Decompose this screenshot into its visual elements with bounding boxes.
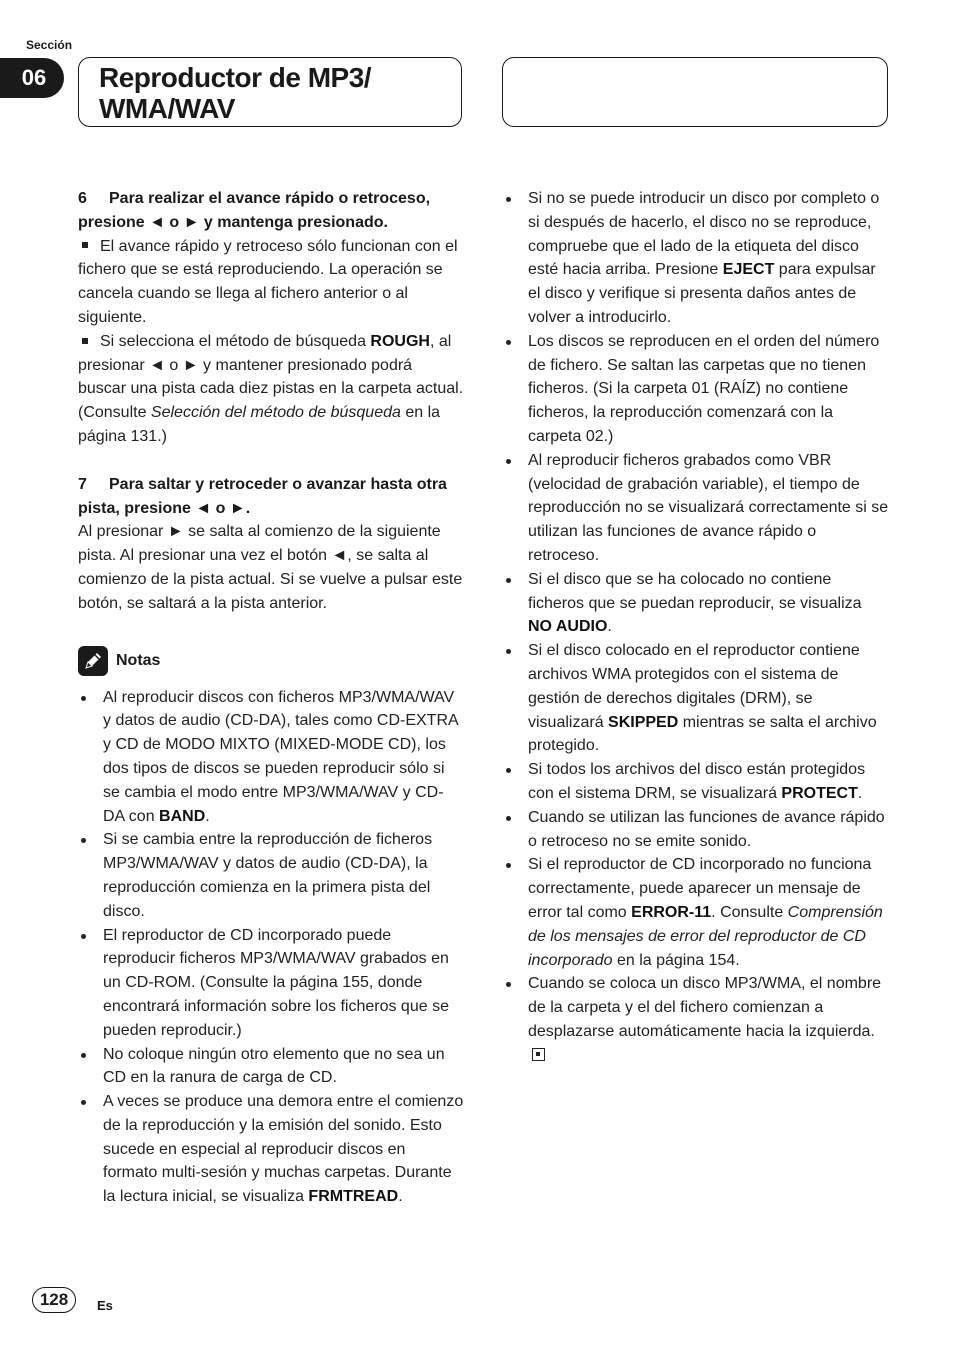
right-note-2-text: Los discos se reproducen en el orden del número de fichero. Se saltan las carpetas que no tienen ficheros. (Si la carpeta 01 (RAÍZ) no contiene ficheros, la reproducción comenzará con la carpeta 02.) — [528, 332, 880, 445]
list-item — [503, 568, 889, 639]
bullet-icon — [506, 649, 511, 654]
right-note-5-text-b: mientras se salta el archivo protegido. — [528, 713, 877, 755]
bullet-icon — [506, 863, 511, 868]
bullet-icon — [506, 197, 511, 202]
list-item — [78, 1043, 464, 1091]
note-4-text: No coloque ningún otro elemento que no sea un CD en la ranura de carga de CD. — [103, 1045, 445, 1087]
right-note-9-text: Cuando se coloca un disco MP3/WMA, el nombre de la carpeta y el del fichero comienzan a desplazarse automáticamente hacia la izquierda. — [528, 975, 882, 1040]
bullet-icon — [81, 934, 86, 939]
step-7-heading — [78, 473, 464, 521]
step-6-heading-text: Para realizar el avance rápido o retroceso, presione ◄ o ► y mantenga presionado. — [78, 190, 431, 231]
step-6-note-2-text-b: , al presionar ◄ o ► y mantener presionado podrá buscar una pista cada diez pistas en la carpeta actual. (Consulte — [78, 332, 464, 422]
step-6-heading — [78, 187, 464, 235]
note-5-bold: FRMTREAD — [308, 1188, 399, 1206]
list-item — [503, 330, 889, 449]
bullet-icon — [506, 459, 511, 464]
note-5-text-a: A veces se produce una demora entre el comienzo de la reproducción y la emisión del sonido. Esto sucede en especial al reproducir discos en formato multi-sesión y muchas carpetas. Durante la lectura inicial, se visualiza — [103, 1093, 464, 1206]
square-bullet-icon — [82, 242, 88, 248]
list-item — [503, 187, 889, 330]
list-item — [78, 1090, 464, 1209]
bullet-icon — [506, 768, 511, 773]
notes-header — [78, 646, 464, 676]
right-note-8-text-c: en la página 154. — [612, 951, 740, 969]
language-code: Es — [97, 1298, 113, 1313]
notes-list — [78, 686, 464, 1210]
chapter-title-box — [78, 57, 462, 127]
list-item — [78, 686, 464, 829]
step-7-heading-text: Para saltar y retroceder o avanzar hasta otra pista, presione ◄ o ►. — [78, 475, 447, 517]
note-1-text-a: Al reproducir discos con ficheros MP3/WMA/WAV y datos de audio (CD-DA), tales como CD-EXTRA y CD de MODO MIXTO (MIXED-MODE CD), los dos tipos de discos se pueden reproducir sólo si se cambia el modo entre MP3/WMA/WAV y CD-DA con — [103, 688, 458, 825]
right-note-6-bold: PROTECT — [781, 784, 858, 802]
bullet-icon — [506, 578, 511, 583]
note-2-text: Si se cambia entre la reproducción de ficheros MP3/WMA/WAV y datos de audio (CD-DA), la reproducción comienza en la primera pista del disco. — [103, 831, 433, 920]
right-note-6-text-a: Si todos los archivos del disco están protegidos con el sistema DRM, se visualizará — [528, 761, 866, 802]
pencil-icon-graphic — [82, 650, 104, 672]
step-6-note-2-reference: Selección del método de búsqueda — [150, 404, 401, 422]
step-7-body: Al presionar ► se salta al comienzo de la siguiente pista. Al presionar una vez el botón ◄, se salta al comienzo de la pista actual. Si se vuelve a pulsar este botón, se saltará a la pista anterior. — [78, 523, 463, 612]
right-note-4-text-a: Si el disco que se ha colocado no contiene ficheros que se puedan reproducir, se visualiza — [528, 570, 862, 612]
note-1-bold: BAND — [159, 807, 206, 825]
right-note-1-bold: EJECT — [722, 261, 775, 279]
note-1-text-b: . — [205, 807, 210, 825]
step-7-number: 7 — [78, 475, 87, 493]
list-item — [503, 806, 889, 854]
right-note-5-bold: SKIPPED — [608, 713, 679, 731]
list-item — [503, 972, 889, 1067]
step-6-note-1-text: El avance rápido y retroceso sólo funcionan con el fichero que se está reproduciendo. La operación se cancela cuando se llega al fichero anterior o al siguiente. — [78, 237, 458, 326]
step-6-note-1 — [78, 235, 464, 330]
header-empty-box — [502, 57, 888, 127]
bullet-icon — [81, 696, 86, 701]
list-item — [78, 924, 464, 1043]
page-number: 128 — [32, 1287, 76, 1313]
right-note-8-reference: Comprensión de los mensajes de error del reproductor de CD incorporado — [528, 903, 883, 969]
right-note-1-text-a: Si no se puede introducir un disco por completo o si después de hacerlo, el disco no se reproduce, compruebe que el lado de la etiqueta del disco esté hacia arriba. Presione — [528, 190, 880, 279]
left-column — [78, 187, 464, 1209]
right-note-1-text-b: para expulsar el disco y verifique si presenta daños antes de volver a introducirlo. — [528, 261, 876, 326]
bullet-icon — [506, 340, 511, 345]
step-6-note-2 — [78, 330, 464, 449]
right-note-4-bold: NO AUDIO — [528, 618, 608, 636]
section-label: Sección — [26, 38, 73, 52]
list-item — [503, 639, 889, 758]
list-item — [503, 449, 889, 568]
note-3-text: El reproductor de CD incorporado puede reproducir ficheros MP3/WMA/WAV grabados en un CD-ROM. (Consulte la página 155, donde encontrará información sobre los ficheros que se pueden reproducir.) — [103, 926, 449, 1039]
bullet-icon — [506, 816, 511, 821]
bullet-icon — [81, 838, 86, 843]
list-item — [503, 758, 889, 806]
list-item — [503, 853, 889, 972]
bullet-icon — [506, 982, 511, 987]
spacer — [78, 449, 464, 473]
right-note-6-text-b: . — [857, 784, 863, 802]
right-note-4-text-b: . — [607, 618, 612, 636]
section-number-badge: 06 — [0, 58, 64, 98]
end-of-section-icon — [532, 1048, 545, 1061]
step-6-note-2-text-c: en la página 131.) — [78, 404, 441, 445]
right-note-8-bold: ERROR-11 — [631, 903, 712, 921]
right-note-7-text: Cuando se utilizan las funciones de avance rápido o retroceso no se emite sonido. — [528, 808, 885, 850]
pencil-icon — [78, 646, 108, 676]
right-note-8-text-a: Si el reproductor de CD incorporado no funciona correctamente, puede aparecer un mensaje de error tal como — [528, 856, 872, 921]
right-note-3-text: Al reproducir ficheros grabados como VBR (velocidad de grabación variable), el tiempo de reproducción no se visualizará correctamente si se utilizan las funciones de avance rápido o retroceso. — [528, 451, 889, 564]
notes-title: Notas — [116, 651, 161, 669]
step-6-note-2-text-a: Si selecciona el método de búsqueda — [100, 332, 371, 350]
square-bullet-icon — [82, 338, 88, 344]
list-item — [78, 828, 464, 923]
chapter-title-line1: Reproductor de MP3/ — [99, 62, 372, 93]
bullet-icon — [81, 1100, 86, 1105]
notes-list-continued — [503, 187, 889, 1067]
right-note-8-text-b: . Consulte — [711, 903, 788, 921]
right-note-5-text-a: Si el disco colocado en el reproductor contiene archivos WMA protegidos con el sistema de gestión de derechos digitales (DRM), se visualizará — [528, 642, 860, 731]
chapter-title-line2: WMA/WAV — [99, 93, 235, 124]
bullet-icon — [81, 1053, 86, 1058]
step-6-number: 6 — [78, 190, 87, 207]
step-6-note-2-bold: ROUGH — [370, 332, 430, 350]
note-5-text-b: . — [398, 1188, 403, 1206]
right-column — [503, 187, 889, 1067]
